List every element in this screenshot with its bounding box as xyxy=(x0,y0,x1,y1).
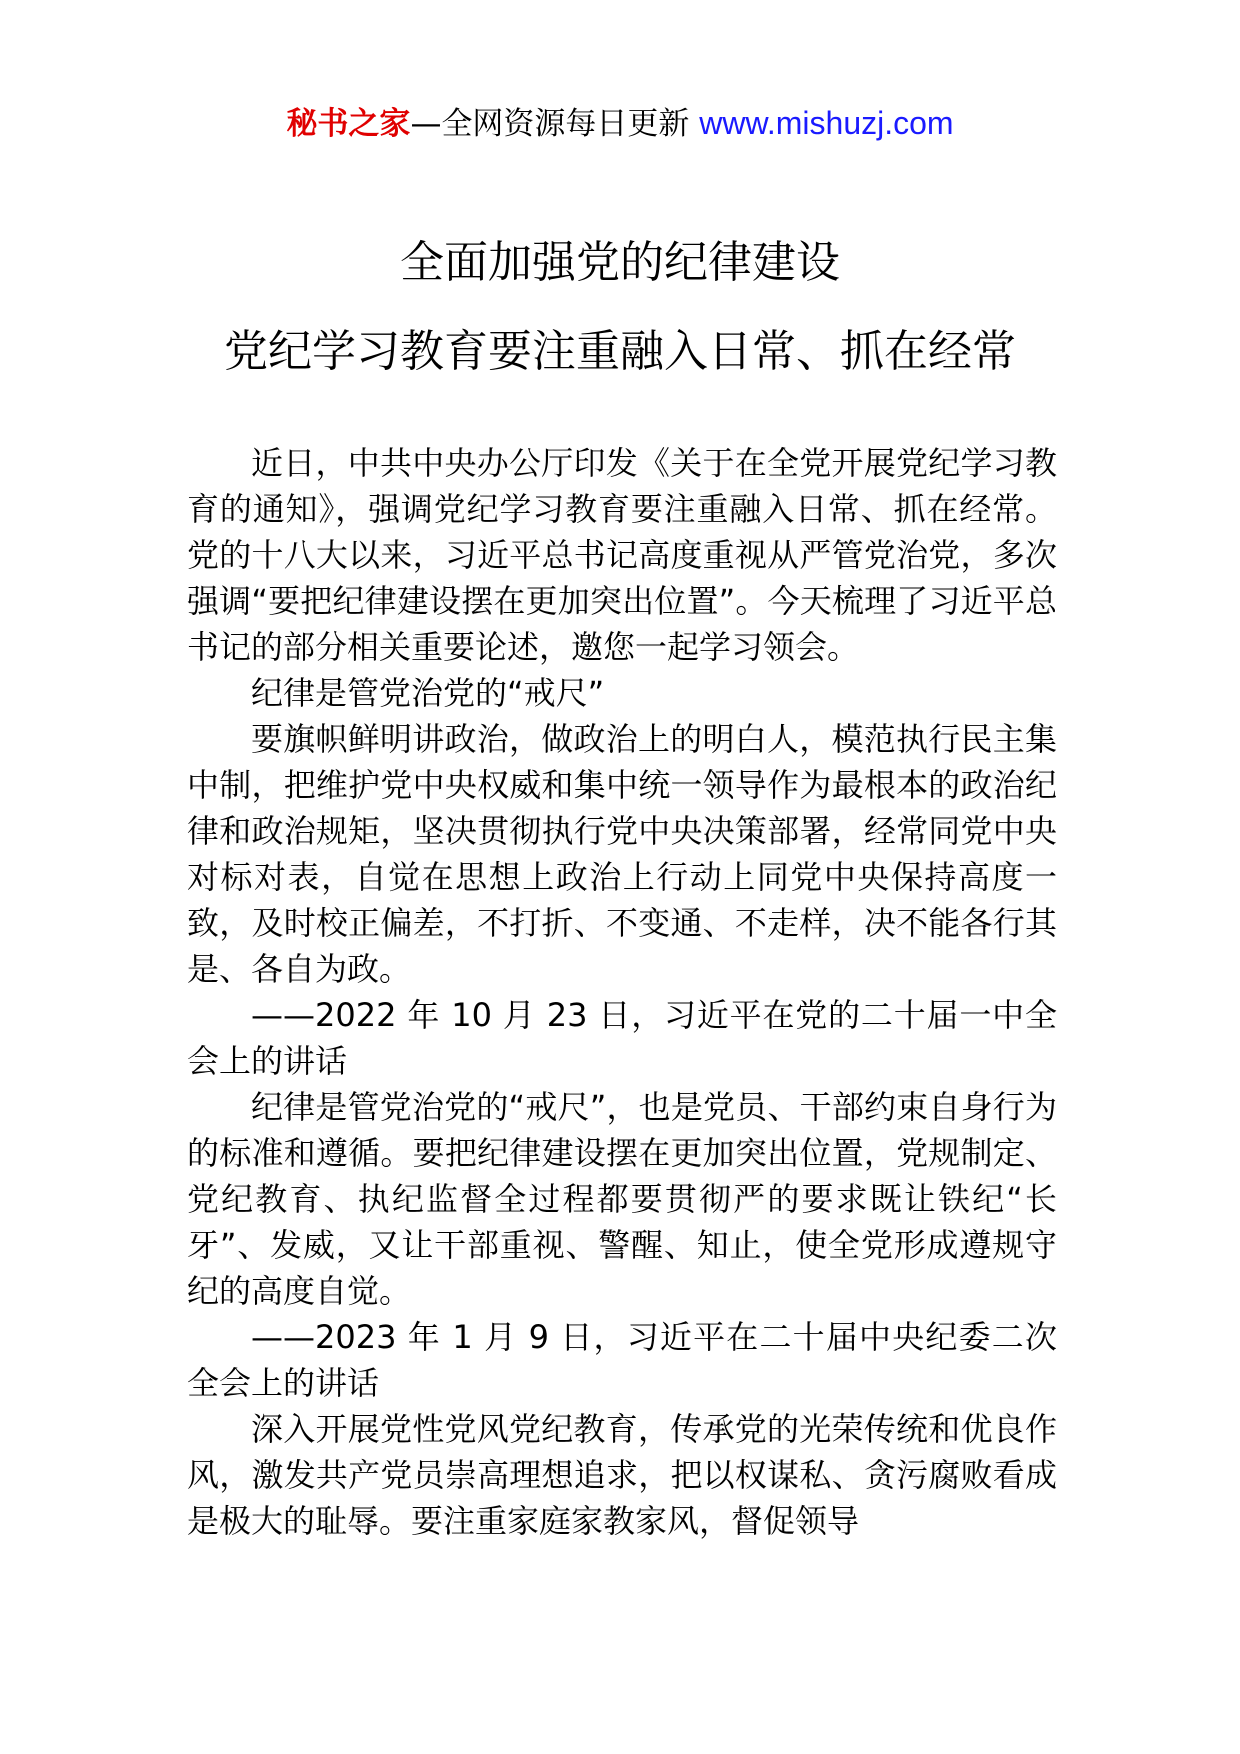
site-url-link[interactable]: www.mishuzj.com xyxy=(699,105,954,141)
site-slogan: —全网资源每日更新 xyxy=(410,106,690,142)
intro-paragraph: 近日，中共中央办公厅印发《关于在全党开展党纪学习教育的通知》，强调党纪学习教育要注重融入日常、抓在经常。党的十八大以来，习近平总书记高度重视从严管党治党，多次强调“要把纪律建设摆在更加突出位置”。今天梳理了习近平总书记的部分相关重要论述，邀您一起学习领会。 xyxy=(187,444,1057,666)
document-body xyxy=(187,440,1057,1544)
section-heading: 纪律是管党治党的“戒尺” xyxy=(251,674,605,712)
document-title-line-2: 党纪学习教育要注重融入日常、抓在经常 xyxy=(224,326,1016,377)
quote-source: ——2022 年 10 月 23 日，习近平在党的二十届一中全会上的讲话 xyxy=(187,996,1057,1080)
quote-source: ——2023 年 1 月 9 日，习近平在二十届中央纪委二次全会上的讲话 xyxy=(187,1318,1057,1402)
site-brand: 秘书之家 xyxy=(286,106,411,142)
quote-paragraph: 要旗帜鲜明讲政治，做政治上的明白人，模范执行民主集中制，把维护党中央权威和集中统一领导作为最根本的政治纪律和政治规矩，坚决贯彻执行党中央决策部署，经常同党中央对标对表，自觉在思想上政治上行动上同党中央保持高度一致，及时校正偏差，不打折、不变通、不走样，决不能各行其是、各自为政。 xyxy=(187,720,1057,988)
quote-paragraph: 纪律是管党治党的“戒尺”，也是党员、干部约束自身行为的标准和遵循。要把纪律建设摆在更加突出位置，党规制定、党纪教育、执纪监督全过程都要贯彻严的要求既让铁纪“长牙”、发威，又让干部重视、警醒、知止，使全党形成遵规守纪的高度自觉。 xyxy=(187,1088,1057,1310)
site-header xyxy=(0,100,1240,147)
document-title-line-1: 全面加强党的纪律建设 xyxy=(400,237,840,288)
quote-paragraph: 深入开展党性党风党纪教育，传承党的光荣传统和优良作风，激发共产党员崇高理想追求，把以权谋私、贪污腐败看成是极大的耻辱。要注重家庭家教家风，督促领导 xyxy=(187,1410,1057,1540)
